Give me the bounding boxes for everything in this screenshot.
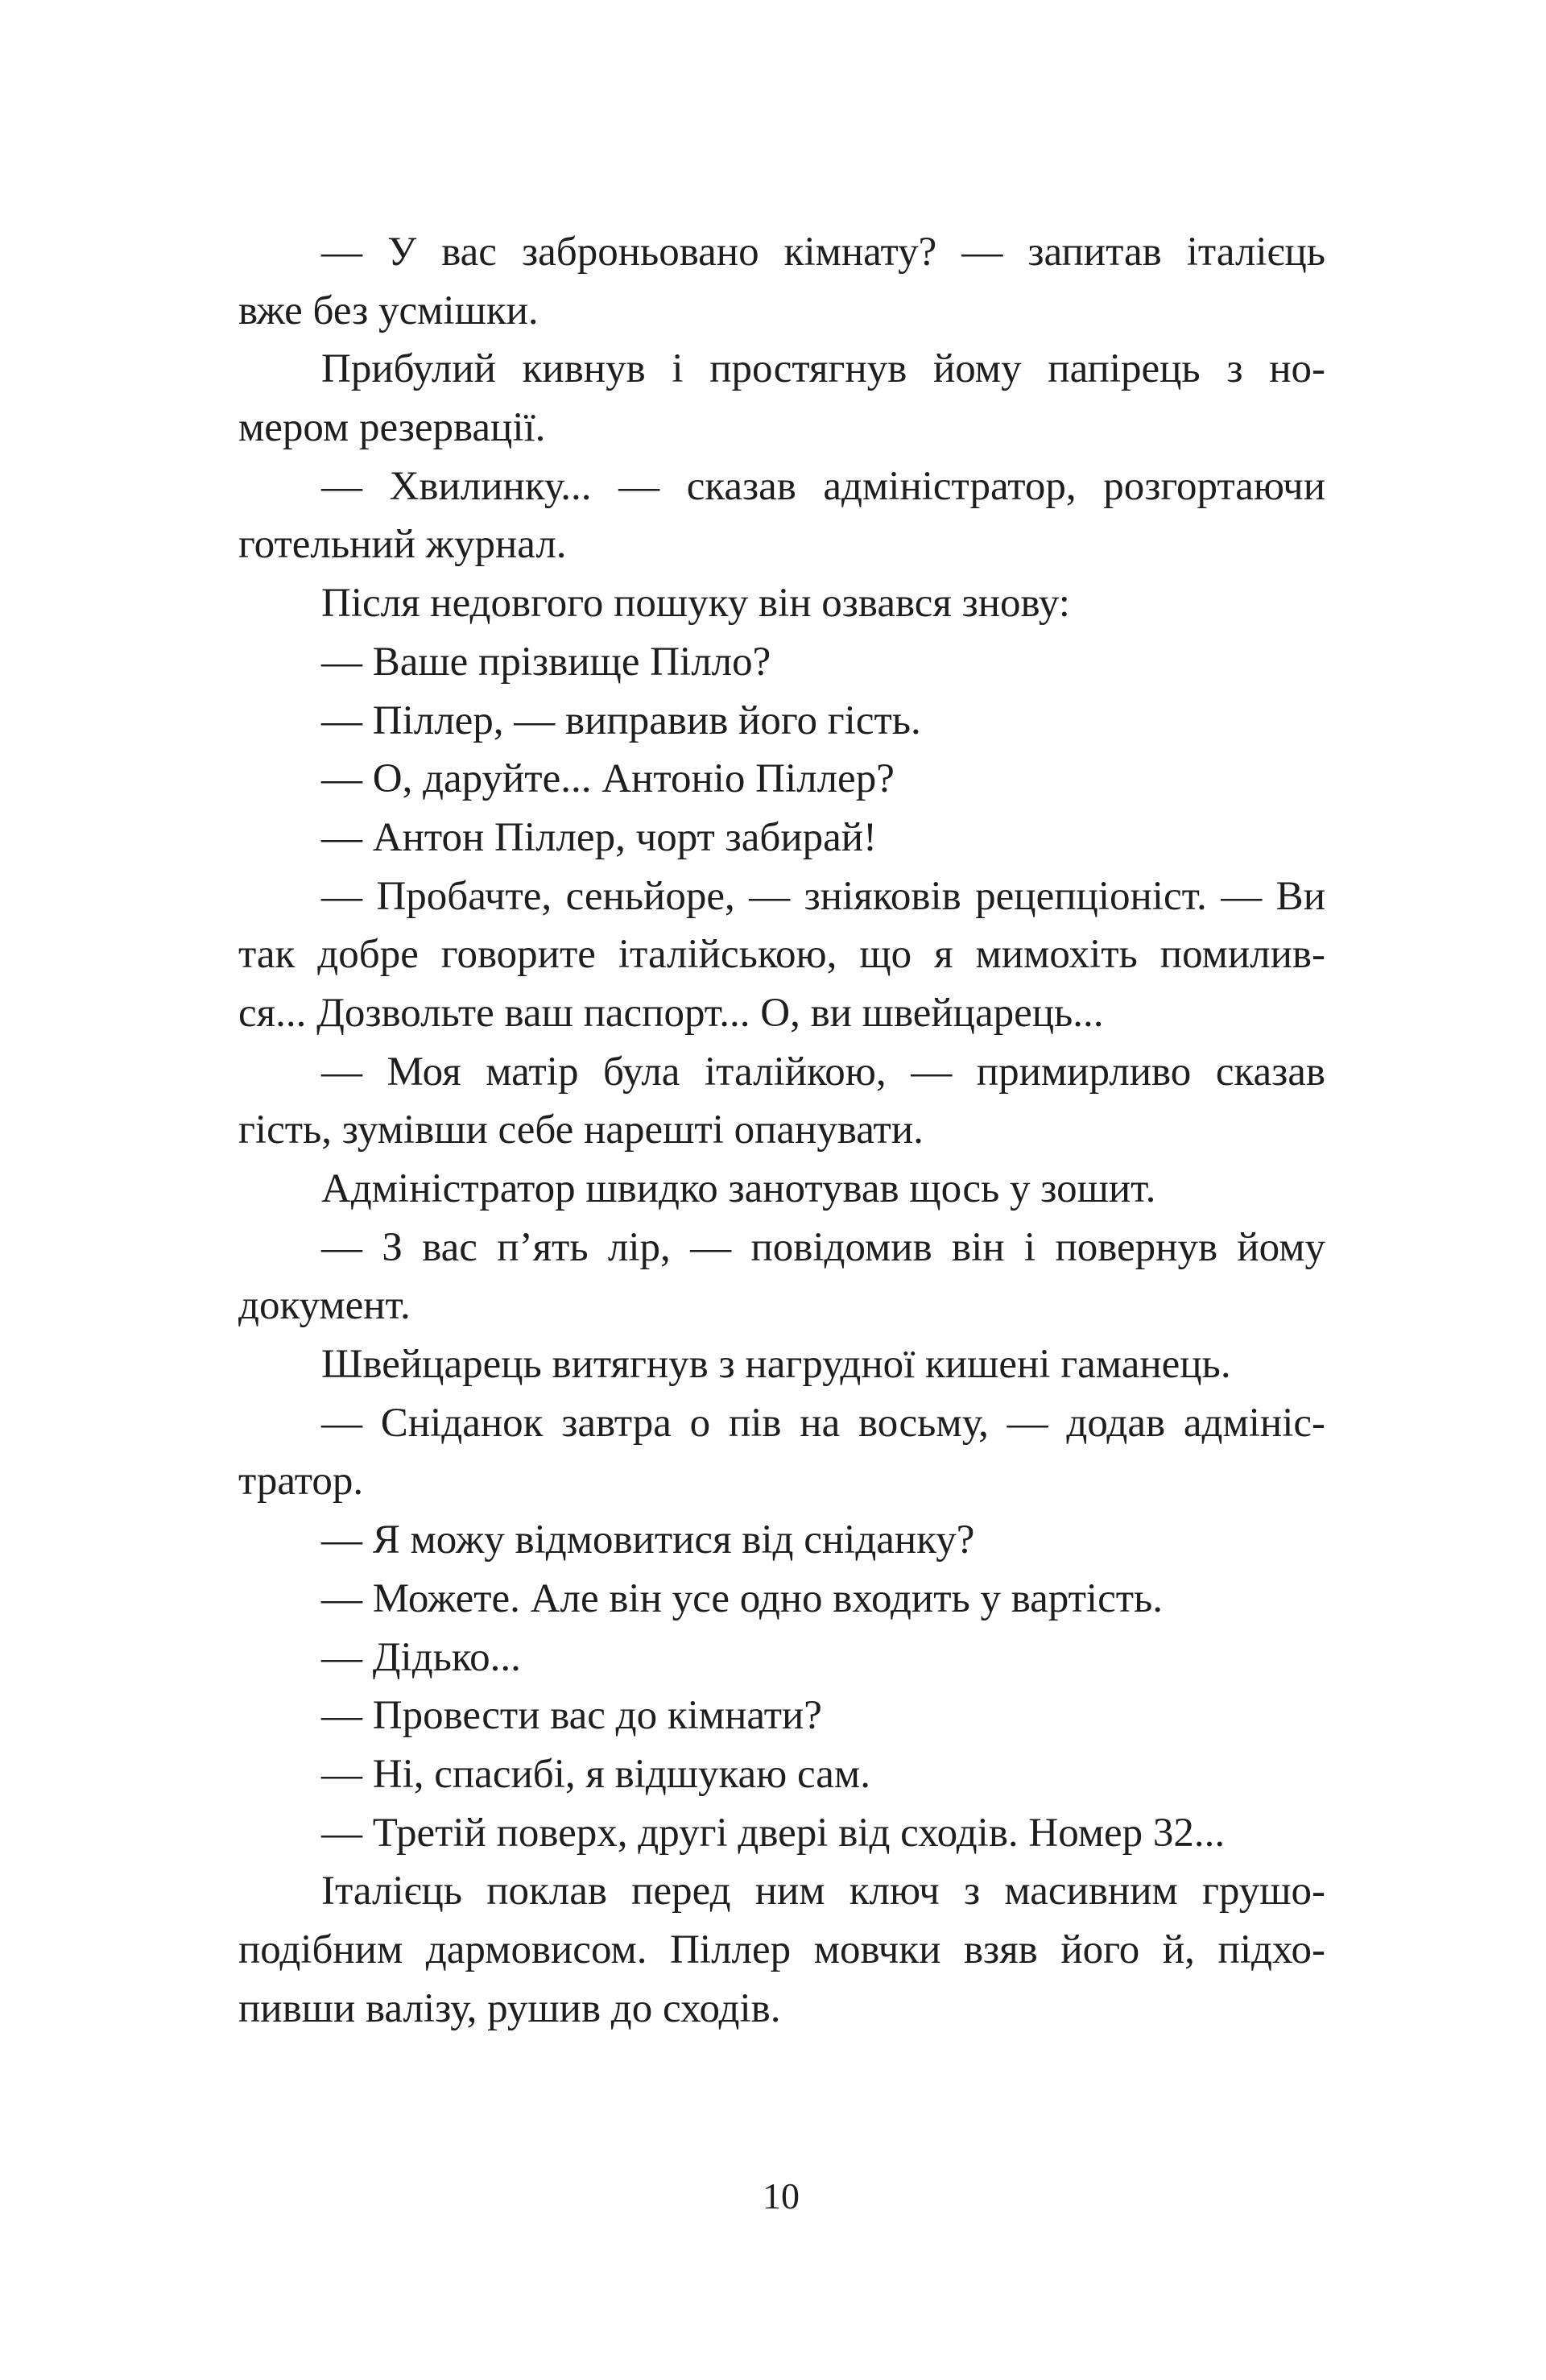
text-line: — Можете. Але він усе одно входить у вартість. <box>321 1575 1164 1621</box>
text-line: пивши валізу, рушив до сходів. <box>238 1985 781 2031</box>
text-line: документ. <box>238 1283 411 1329</box>
text-line: тратор. <box>238 1459 364 1505</box>
text-line: — Антон Піллер, чорт забирай! <box>321 814 878 860</box>
text-line: — Моя матір була італійкою, — примирливо сказав <box>321 1049 1325 1095</box>
text-line: так добре говорите італійською, що я мимохіть помилив- <box>238 932 1325 978</box>
text-line: подібним дармовисом. Піллер мовчки взяв його й, підхо- <box>238 1927 1325 1972</box>
text-line: Швейцарець витягнув з нагрудної кишені гаманець. <box>321 1342 1231 1388</box>
text-line: ся... Дозвольте ваш паспорт... О, ви швейцарець... <box>238 990 1104 1036</box>
text-line: — У вас заброньовано кімнату? — запитав італієць <box>321 230 1325 275</box>
text-line: — Провести вас до кімнати? <box>321 1693 822 1739</box>
page-number: 10 <box>763 2175 800 2217</box>
text-line: — Піллер, — виправив його гість. <box>321 697 921 743</box>
text-line: Італієць поклав перед ним ключ з масивним грушо- <box>321 1869 1325 1914</box>
text-line: — О, даруйте... Антоніо Піллер? <box>321 756 895 802</box>
text-line: — Я можу відмовитися від сніданку? <box>321 1517 975 1563</box>
text-line: — Пробачте, сеньйоре, — зніяковів рецепціоніст. — Ви <box>321 873 1325 919</box>
page-body-text <box>238 223 1325 2038</box>
text-line: — Дідько... <box>321 1634 521 1680</box>
text-line: Прибулий кивнув і простягнув йому папірець з но- <box>321 346 1325 392</box>
text-line: вже без усмішки. <box>238 288 539 333</box>
text-line: Адміністратор швидко занотував щось у зошит. <box>321 1166 1156 1211</box>
text-line: — Хвилинку... — сказав адміністратор, розгортаючи <box>321 463 1325 509</box>
text-line: Після недовгого пошуку він озвався знову: <box>321 581 1070 627</box>
text-line: — З вас п’ять лір, — повідомив він і повернув йому <box>321 1224 1325 1270</box>
text-line: готельний журнал. <box>238 522 567 568</box>
text-line: — Третій поверх, другі двері від сходів. Номер 32... <box>321 1810 1226 1856</box>
text-line: — Ваше прізвище Пілло? <box>321 639 771 685</box>
text-line: гість, зумівши себе нарешті опанувати. <box>238 1107 924 1153</box>
text-line: мером резервації. <box>238 405 546 451</box>
text-line: — Ні, спасибі, я відшукаю сам. <box>321 1751 870 1797</box>
text-line: — Сніданок завтра о пів на восьму, — додав адмініс- <box>321 1400 1325 1446</box>
